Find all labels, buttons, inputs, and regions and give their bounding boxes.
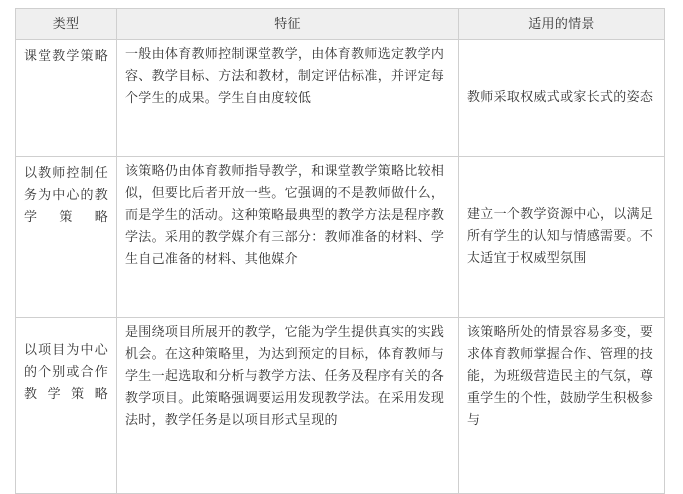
header-type: 类型 (16, 9, 117, 40)
context-cell: 建立一个教学资源中心，以满足所有学生的认知与情感需要。不太适宜于权威型氛围 (459, 157, 665, 318)
type-cell: 以项目为中心的个别或合作教学策略 (16, 318, 117, 494)
feature-cell: 一般由体育教师控制课堂教学，由体育教师选定教学内容、教学目标、方法和教材，制定评估标准，并评定每个学生的成果。学生自由度较低 (117, 40, 459, 157)
feature-cell: 该策略仍由体育教师指导教学，和课堂教学策略比较相似，但要比后者开放一些。它强调的不是教师做什么，而是学生的活动。这种策略最典型的教学方法是程序教学法。采用的教学媒介有三部分：教师准备的材料、学生自己准备的材料、其他媒介 (117, 157, 459, 318)
context-cell: 教师采取权威式或家长式的姿态 (459, 40, 665, 157)
type-cell: 课堂教学策略 (16, 40, 117, 157)
header-feature: 特征 (117, 9, 459, 40)
header-context: 适用的情景 (459, 9, 665, 40)
feature-cell: 是围绕项目所展开的教学，它能为学生提供真实的实践机会。在这种策略里，为达到预定的目标，体育教师与学生一起选取和分析与教学方法、任务及程序有关的各教学项目。此策略强调要运用发现教学法。在采用发现法时，教学任务是以项目形式呈现的 (117, 318, 459, 494)
context-cell: 该策略所处的情景容易多变，要求体育教师掌握合作、管理的技能，为班级营造民主的气氛，尊重学生的个性，鼓励学生积极参与 (459, 318, 665, 494)
table-row (16, 318, 665, 494)
strategy-table (15, 8, 665, 494)
header-row (16, 9, 665, 40)
table-row (16, 157, 665, 318)
table-row (16, 40, 665, 157)
type-cell: 以教师控制任务为中心的教学策略 (16, 157, 117, 318)
